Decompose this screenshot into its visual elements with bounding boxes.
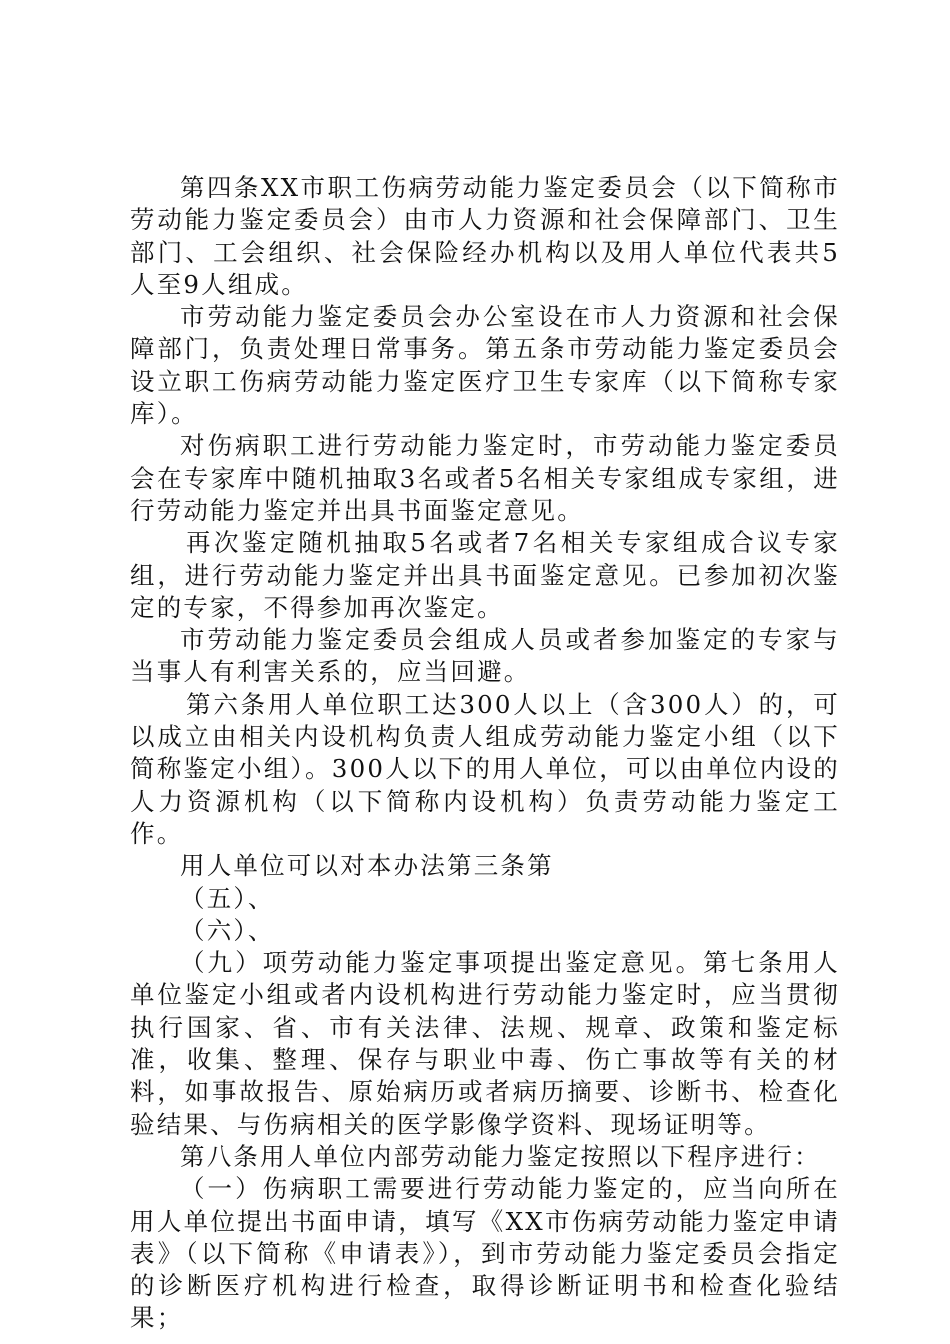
paragraph-procedure-1: （一）伤病职工需要进行劳动能力鉴定的，应当向所在用人单位提出书面申请，填写《XX市伤病劳动能力鉴定申请表》（以下简称《申请表》），到市劳动能力鉴定委员会指定的诊断医疗机构进行检查，取得诊断证明书和检查化验结果； xyxy=(130,1174,840,1333)
paragraph-item-5: （五）、 xyxy=(180,883,275,913)
paragraph-article-6: 第六条用人单位职工达300人以上（含300人）的，可以成立由相关内设机构负责人组成劳动能力鉴定小组（以下简称鉴定小组）。300人以下的用人单位，可以由单位内设的人力资源机构（以下简称内设机构）负责劳动能力鉴定工作。 xyxy=(130,689,840,848)
paragraph-re-appraisal: 再次鉴定随机抽取5名或者7名相关专家组成合议专家组，进行劳动能力鉴定并出具书面鉴定意见。已参加初次鉴定的专家，不得参加再次鉴定。 xyxy=(130,528,840,622)
paragraph-article-4: 第四条XX市职工伤病劳动能力鉴定委员会（以下简称市劳动能力鉴定委员会）由市人力资源和社会保障部门、卫生部门、工会组织、社会保险经办机构以及用人单位代表共5人至9人组成。 xyxy=(130,173,840,299)
document-body xyxy=(130,172,840,1335)
paragraph-item-9-article-7: （九）项劳动能力鉴定事项提出鉴定意见。第七条用人单位鉴定小组或者内设机构进行劳动能力鉴定时，应当贯彻执行国家、省、市有关法律、法规、规章、政策和鉴定标准，收集、整理、保存与职业中毒、伤亡事故等有关的材料，如事故报告、原始病历或者病历摘要、诊断书、检查化验结果、与伤病相关的医学影像学资料、现场证明等。 xyxy=(130,948,840,1139)
paragraph-item-6: （六）、 xyxy=(180,915,275,945)
paragraph-employer-opinion: 用人单位可以对本办法第三条第 xyxy=(180,851,554,881)
paragraph-expert-group: 对伤病职工进行劳动能力鉴定时，市劳动能力鉴定委员会在专家库中随机抽取3名或者5名相关专家组成专家组，进行劳动能力鉴定并出具书面鉴定意见。 xyxy=(130,431,840,525)
paragraph-recusal: 市劳动能力鉴定委员会组成人员或者参加鉴定的专家与当事人有利害关系的，应当回避。 xyxy=(130,625,840,687)
paragraph-article-4-office-article-5: 市劳动能力鉴定委员会办公室设在市人力资源和社会保障部门，负责处理日常事务。第五条市劳动能力鉴定委员会设立职工伤病劳动能力鉴定医疗卫生专家库（以下简称专家库）。 xyxy=(130,302,840,429)
paragraph-article-8: 第八条用人单位内部劳动能力鉴定按照以下程序进行： xyxy=(180,1141,821,1171)
